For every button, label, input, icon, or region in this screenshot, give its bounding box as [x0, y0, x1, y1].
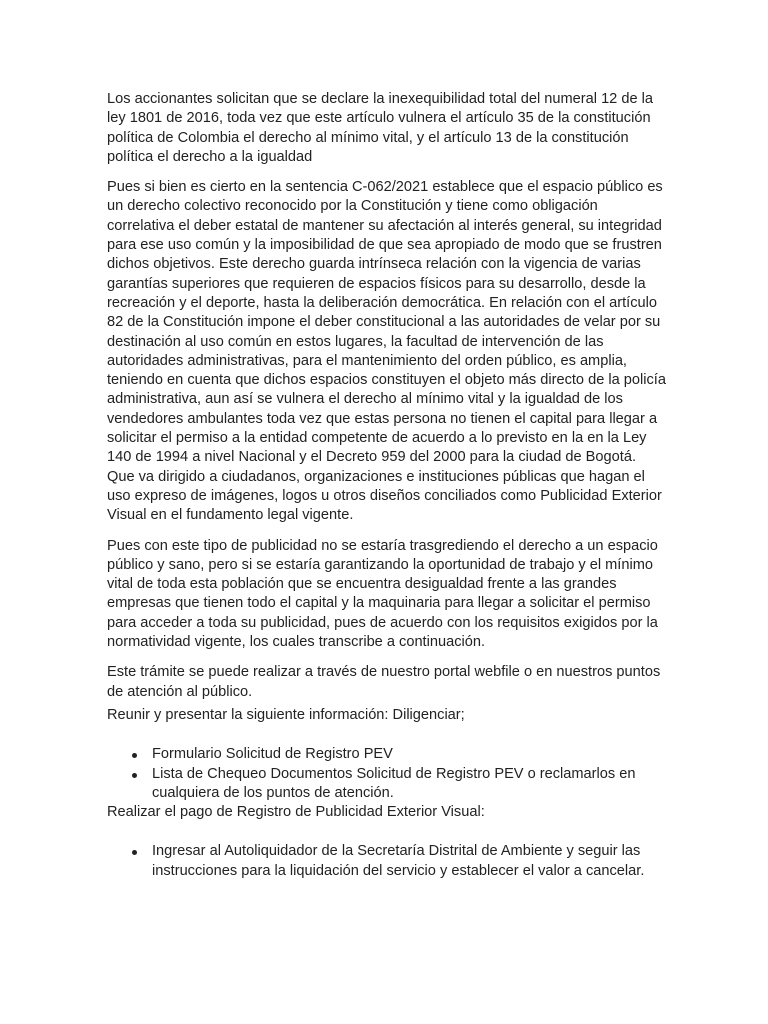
paragraph-4: Este trámite se puede realizar a través de nuestro portal webfile o en nuestros puntos de atención al público.: [107, 664, 661, 700]
list-item: Ingresar al Autoliquidador de la Secretaría Distrital de Ambiente y seguir las instrucciones para la liquidación del servicio y establecer el valor a cancelar.: [107, 842, 667, 881]
list-item: Lista de Chequeo Documentos Solicitud de Registro PEV o reclamarlos en cualquiera de los puntos de atención.: [107, 765, 667, 804]
paragraph-1: Los accionantes solicitan que se declare la inexequibilidad total del numeral 12 de la ley 1801 de 2016, toda vez que este artículo vulnera el artículo 35 de la constitución política de Colombia el derecho al mínimo vital, y el artículo 13 de la constitución política el derecho a la igualdad: [107, 91, 653, 165]
paragraph-2: Pues si bien es cierto en la sentencia C-062/2021 establece que el espacio público es un derecho colectivo reconocido por la Constitución y tiene como obligación correlativa el deber estatal de mantener su afectación al interés general, su integridad para ese uso común y la imposibilidad de que sea apropiado de modo que se frustren dichos objetivos. Este derecho guarda intrínseca relación con la vigencia de varias garantías superiores que requieren de espacios físicos para su desarrollo, desde la recreación y el deporte, hasta la deliberación democrática. En relación con el artículo 82 de la Constitución impone el deber constitucional a las autoridades de velar por su destinación al uso común en estos lugares, la facultad de intervención de las autoridades administrativas, para el mantenimiento del orden público, es amplia, teniendo en cuenta que dichos espacios constituyen el objeto más directo de la policía administrativa, aun así se vulnera el derecho al mínimo vital y la igualdad de los vendedores ambulantes toda vez que estas persona no tienen el capital para llegar a solicitar el permiso a la entidad competente de acuerdo a lo previsto en la en la Ley 140 de 1994 a nivel Nacional y el Decreto 959 del 2000 para la ciudad de Bogotá. Que va dirigido a ciudadanos, organizaciones e instituciones públicas que hagan el uso expreso de imágenes, logos u otros diseños conciliados como Publicidad Exterior Visual en el fundamento legal vigente.: [107, 179, 666, 524]
paragraph-3: Pues con este tipo de publicidad no se estaría trasgrediendo el derecho a un espacio público y sano, pero si se estaría garantizando la oportunidad de trabajo y el mínimo vital de toda esta población que se encuentra desigualdad frente a las grandes empresas que tienen todo el capital y la maquinaria para llegar a solicitar el permiso para acceder a toda su publicidad, pues de acuerdo con los requisitos exigidos por la normatividad vigente, los cuales transcribe a continuación.: [107, 537, 658, 651]
list-item: Formulario Solicitud de Registro PEV: [107, 745, 667, 764]
payment-list: [107, 842, 667, 881]
section-heading: Realizar el pago de Registro de Publicidad Exterior Visual:: [107, 804, 485, 821]
paragraph-5: Reunir y presentar la siguiente información: Diligenciar;: [107, 706, 465, 723]
document-page: [107, 90, 667, 881]
requirements-list: [107, 745, 667, 803]
